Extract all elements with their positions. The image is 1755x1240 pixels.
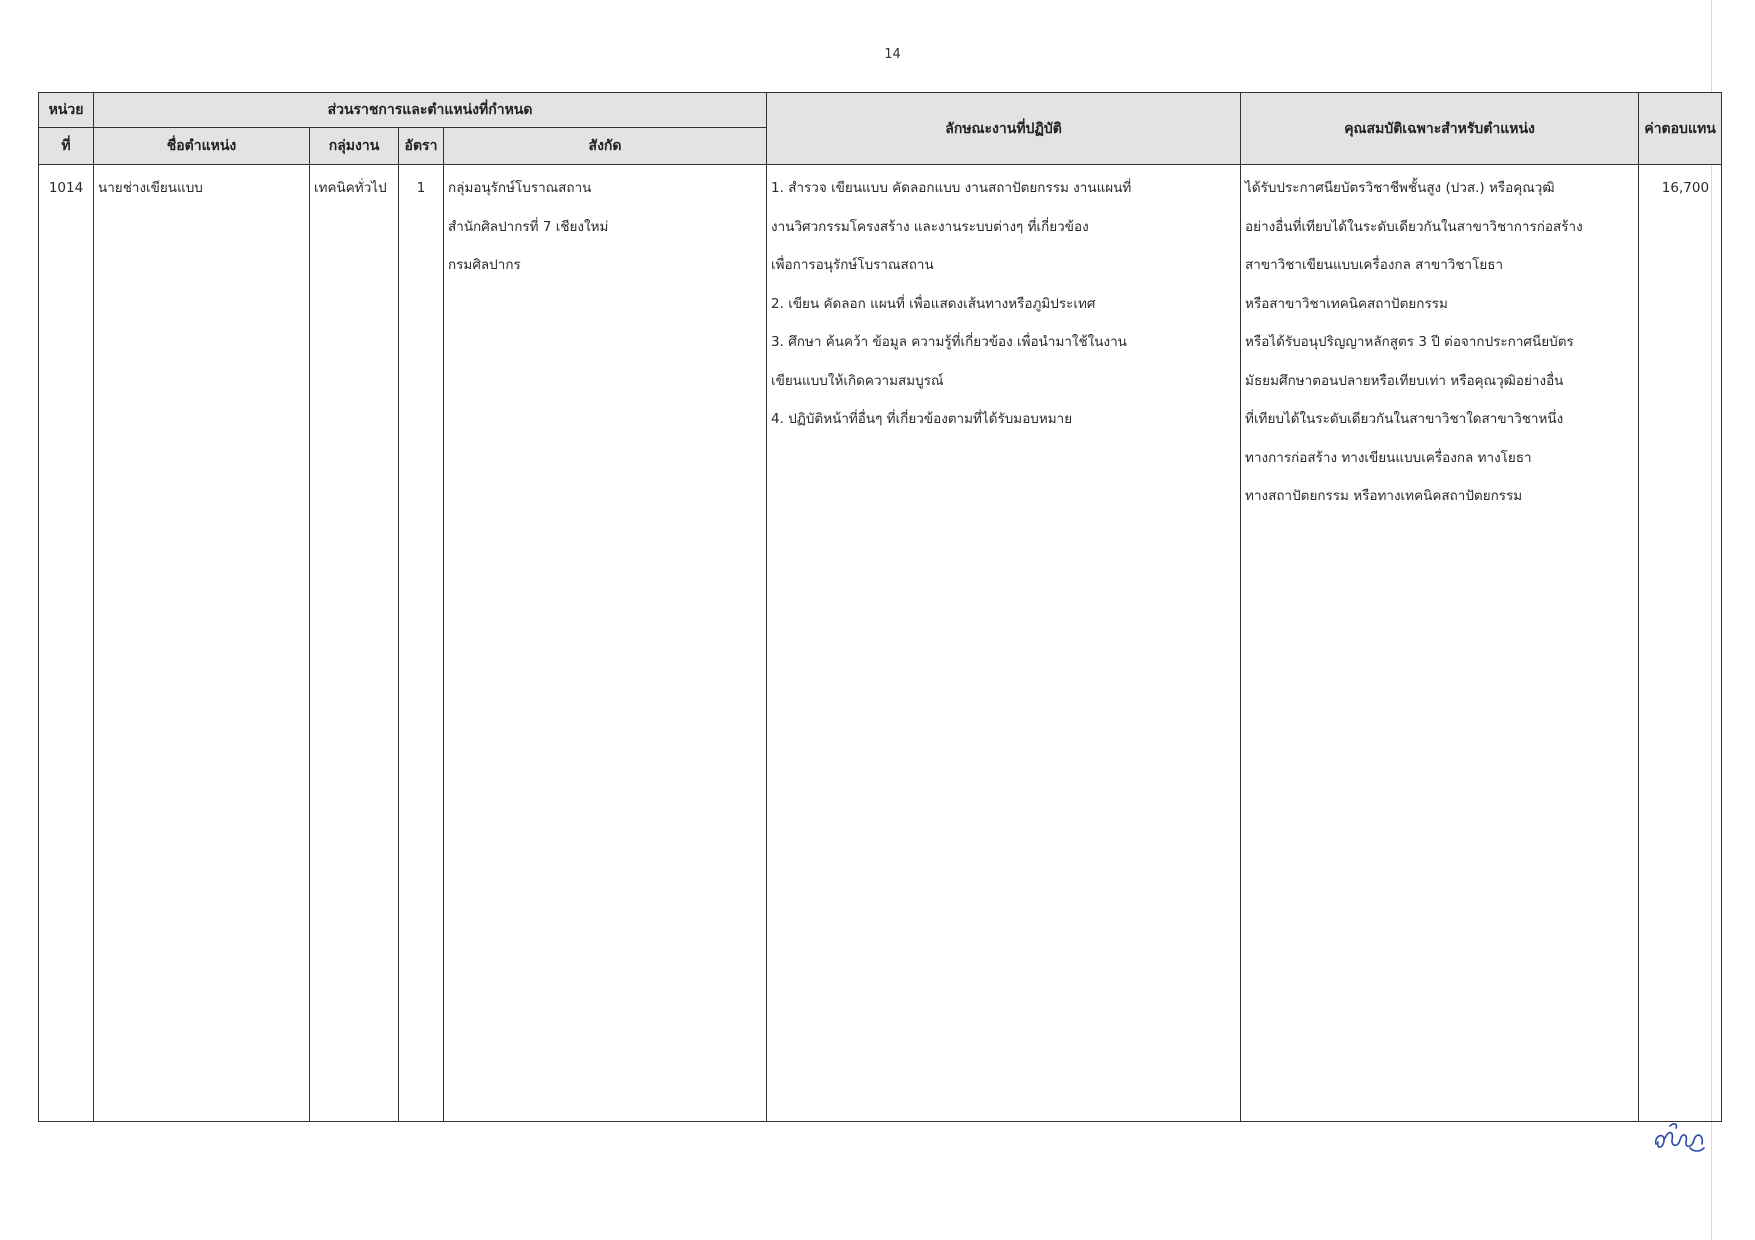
- header-qualifications: คุณสมบัติเฉพาะสำหรับตำแหน่ง: [1241, 93, 1639, 165]
- job-description-line: เขียนแบบให้เกิดความสมบูรณ์: [771, 372, 944, 389]
- qualification-line: อย่างอื่นที่เทียบได้ในระดับเดียวกันในสาขาวิชาการก่อสร้าง: [1245, 218, 1583, 235]
- header-affiliation: สังกัด: [444, 128, 767, 165]
- cell-affiliation: [444, 165, 767, 1122]
- qualification-line: ได้รับประกาศนียบัตรวิชาชีพชั้นสูง (ปวส.) หรือคุณวุฒิ: [1245, 180, 1555, 196]
- cell-work-group: เทคนิคทั่วไป: [310, 165, 399, 1122]
- page-number: 14: [884, 47, 901, 62]
- table-header: [39, 93, 1722, 165]
- header-compensation: ค่าตอบแทน: [1639, 93, 1722, 165]
- job-description-line: 1. สำรวจ เขียนแบบ คัดลอกแบบ งานสถาปัตยกรรม งานแผนที่: [771, 180, 1132, 196]
- cell-compensation: 16,700: [1639, 165, 1722, 1122]
- header-row: [39, 93, 1722, 128]
- job-description-line: 3. ศึกษา ค้นคว้า ข้อมูล ความรู้ที่เกี่ยวข้อง เพื่อนำมาใช้ในงาน: [771, 334, 1127, 350]
- job-description-line: 4. ปฏิบัติหน้าที่อื่นๆ ที่เกี่ยวข้องตามที่ได้รับมอบหมาย: [771, 411, 1073, 427]
- qualification-line: ที่เทียบได้ในระดับเดียวกันในสาขาวิชาใดสาขาวิชาหนึ่ง: [1245, 411, 1564, 427]
- job-description-line: งานวิศวกรรมโครงสร้าง และงานระบบต่างๆ ที่เกี่ยวข้อง: [771, 218, 1089, 235]
- qualification-line: หรือได้รับอนุปริญญาหลักสูตร 3 ปี ต่อจากประกาศนียบัตร: [1245, 334, 1574, 350]
- qualification-line: หรือสาขาวิชาเทคนิคสถาปัตยกรรม: [1245, 295, 1448, 312]
- table-body: [39, 165, 1722, 1122]
- position-table: [38, 92, 1722, 1122]
- signature-stroke: [1656, 1124, 1704, 1151]
- cell-job-description: [767, 165, 1241, 1122]
- header-group-title: ส่วนราชการและตำแหน่งที่กำหนด: [94, 93, 767, 128]
- cell-qualifications: [1241, 165, 1639, 1122]
- job-description-line: เพื่อการอนุรักษ์โบราณสถาน: [771, 257, 934, 273]
- qualification-line: ทางสถาปัตยกรรม หรือทางเทคนิคสถาปัตยกรรม: [1245, 488, 1523, 504]
- qualification-line: มัธยมศึกษาตอนปลายหรือเทียบเท่า หรือคุณวุฒิอย่างอื่น: [1245, 372, 1564, 389]
- header-unit-no-top: หน่วย: [39, 93, 94, 128]
- qualification-line: สาขาวิชาเขียนแบบเครื่องกล สาขาวิชาโยธา: [1245, 257, 1504, 273]
- affiliation-line: กรมศิลปากร: [448, 257, 521, 273]
- affiliation-line: สำนักศิลปากรที่ 7 เชียงใหม่: [448, 218, 609, 235]
- header-position-name: ชื่อตำแหน่ง: [94, 128, 310, 165]
- job-description-line: 2. เขียน คัดลอก แผนที่ เพื่อแสดงเส้นทางหรือภูมิประเทศ: [771, 295, 1096, 312]
- header-work-group: กลุ่มงาน: [310, 128, 399, 165]
- header-job-description: ลักษณะงานที่ปฏิบัติ: [767, 93, 1241, 165]
- affiliation-line: กลุ่มอนุรักษ์โบราณสถาน: [448, 180, 592, 196]
- cell-unit-no: 1014: [39, 165, 94, 1122]
- qualification-line: ทางการก่อสร้าง ทางเขียนแบบเครื่องกล ทางโยธา: [1245, 449, 1532, 466]
- header-unit-no-bottom: ที่: [39, 128, 94, 165]
- cell-position-name: นายช่างเขียนแบบ: [94, 165, 310, 1122]
- header-rate: อัตรา: [399, 128, 444, 165]
- handwritten-initials: [1650, 1118, 1710, 1158]
- table-row: [39, 165, 1722, 1122]
- cell-rate: 1: [399, 165, 444, 1122]
